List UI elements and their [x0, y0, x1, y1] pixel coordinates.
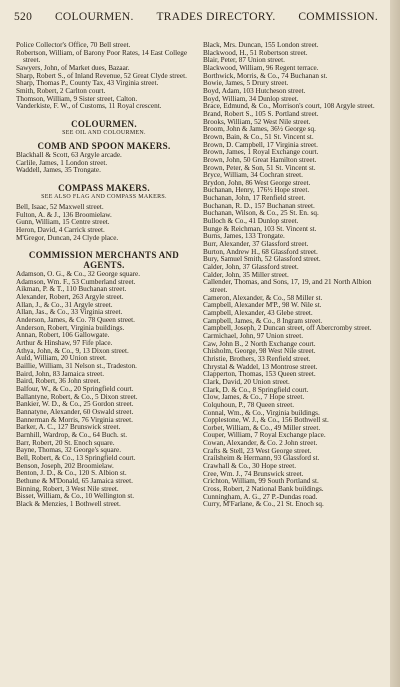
- section-title-comb-spoon: COMB AND SPOON MAKERS.: [37, 140, 171, 151]
- directory-entry: Burton, Andrew H., 68 Glassford street.: [203, 247, 318, 256]
- directory-entry: Fulton, A. & J., 136 Broomielaw.: [16, 210, 112, 219]
- directory-entry: Cree, Wm. J., 74 Brunswick street.: [203, 469, 304, 478]
- header-center-title: TRADES DIRECTORY.: [156, 11, 276, 23]
- directory-entry: Campbell, Joseph, 2 Duncan street, off Abercromby street.: [203, 324, 372, 333]
- directory-entry: Sawyers, John, of Market dues, Bazaar.: [16, 63, 130, 72]
- directory-entry: Robertson, William, of Barony Poor Rates, 14 East College street.: [16, 48, 188, 65]
- right-commission-entries: [203, 42, 379, 509]
- directory-entry: Bankier, W. D., & Co., 25 Gordon street.: [16, 400, 134, 409]
- directory-entry: Smith, Robert, 2 Carlton court.: [16, 86, 106, 95]
- directory-entry: Clark, D. & Co., 8 Springfield court.: [203, 385, 309, 394]
- directory-entry: Brand, Robert S., 105 S. Portland street.: [203, 109, 319, 118]
- directory-entry: Binning, Robert, 3 West Nile street.: [16, 484, 119, 493]
- directory-entry: Buchanan, Henry, 176½ Hope street.: [203, 186, 310, 195]
- directory-entry: Brooks, William, 52 West Nile street.: [203, 117, 311, 126]
- directory-entry: Adamson, Wm. F., 53 Cumberland street.: [16, 277, 136, 286]
- directory-entry: Caw, John B., 2 North Exchange court.: [203, 339, 316, 348]
- directory-entry: Burr, Alexander, 37 Glassford street.: [203, 240, 309, 249]
- section-title-compass: COMPASS MAKERS.: [58, 182, 150, 193]
- directory-entry: Callender, Thomas, and Sons, 17, 19, and 21 North Albion street.: [203, 278, 372, 294]
- directory-entry: Brown, Peter, & Son, 51 St. Vincent st.: [203, 163, 316, 172]
- directory-entry: Allan, Jas., & Co., 33 Virginia street.: [16, 308, 123, 317]
- directory-entry: Athya, John, & Co., 9, 13 Dixon street.: [16, 346, 129, 355]
- directory-entry: Bethune & M'Donald, 65 Jamaica street.: [16, 476, 133, 485]
- adjacent-page-edge: [390, 0, 400, 687]
- directory-entry: Brown, James, 1 Royal Exchange court.: [203, 148, 319, 157]
- directory-entry: Clark, David, 20 Union street.: [203, 377, 290, 386]
- directory-entry: Heron, David, 4 Carrick street.: [16, 225, 105, 234]
- page-header: [14, 6, 378, 28]
- directory-entry: M'Gregor, Duncan, 24 Clyde place.: [16, 233, 119, 242]
- directory-entry: Benson, Joseph, 202 Broomielaw.: [16, 461, 114, 470]
- directory-entry: Bury, Samuel Smith, 52 Glassford street.: [203, 255, 321, 264]
- right-column: [203, 42, 379, 509]
- directory-entry: Curry, M'Farlane, & Co., 21 St. Enoch sq.: [203, 500, 324, 509]
- directory-entry: Bisset, William, & Co., 10 Wellington st.: [16, 492, 135, 501]
- header-right-title: COMMISSION.: [298, 11, 378, 23]
- directory-entry: Christie, Brothers, 33 Renfield street.: [203, 354, 311, 363]
- directory-entry: Bayne, Thomas, 32 George's square.: [16, 446, 122, 455]
- directory-entry: Barr, Robert, 20 St. Enoch square.: [16, 438, 115, 447]
- directory-entry: Brace, Edmund, & Co., Morrison's court, 108 Argyle street.: [203, 102, 375, 111]
- directory-entry: Copplestone, W. J., & Co., 156 Bothwell st.: [203, 416, 329, 425]
- directory-entry: Brown, John, 50 Great Hamilton street.: [203, 155, 317, 164]
- compass-entries: [16, 204, 192, 242]
- directory-entry: Broom, John & James, 36½ George sq.: [203, 125, 316, 134]
- directory-entry: Ballantyne, Robert, & Co., 5 Dixon street.: [16, 392, 138, 401]
- directory-entry: Blackhall & Scott, 63 Argyle arcade.: [16, 150, 122, 159]
- directory-entry: Campbell, James, & Co., 8 Ingram street.: [203, 316, 323, 325]
- directory-entry: Baird, John, 83 Jamaica street.: [16, 369, 105, 378]
- directory-entry: Cross, Robert, 2 National Bank buildings.: [203, 485, 324, 494]
- directory-entry: Cowan, Alexander, & Co. 2 John street.: [203, 439, 318, 448]
- directory-entry: Bannatyne, Alexander, 60 Oswald street.: [16, 407, 134, 416]
- directory-entry: Burns, James, 133 Trongate.: [203, 232, 285, 241]
- directory-entry: Boyd, William, 34 Dunlop street.: [203, 94, 299, 103]
- comb-spoon-entries: [16, 152, 192, 175]
- directory-entry: Corbet, William, & Co., 49 Miller street.: [203, 423, 321, 432]
- directory-entry: Bunge & Reichman, 103 St. Vincent st.: [203, 224, 317, 233]
- directory-entry: Annan, Robert, 106 Gallowgate.: [16, 331, 110, 340]
- directory-entry: Thomson, William, 9 Sister street, Calton.: [16, 94, 138, 103]
- directory-entry: Campbell, Alexander M'P., 98 W. Nile st.: [203, 301, 322, 310]
- directory-entry: Auld, William, 20 Union street.: [16, 354, 107, 363]
- directory-entry: Carmichael, John, 97 Union street.: [203, 331, 304, 340]
- directory-entry: Bannerman & Morris, 76 Virginia street.: [16, 415, 133, 424]
- directory-entry: Clow, James, & Co., 7 Hope street.: [203, 393, 305, 402]
- section-note-compass: SEE ALSO FLAG AND COMPASS MAKERS.: [41, 193, 167, 200]
- directory-entry: Aikman, P. & T., 110 Buchanan street.: [16, 285, 127, 294]
- directory-entry: Calder, John, 35 Miller street.: [203, 270, 289, 279]
- directory-entry: Barnhill, Wardrop, & Co., 64 Buch. st.: [16, 430, 128, 439]
- directory-entry: Vanderkiste, F. W., of Customs, 11 Royal crescent.: [16, 102, 162, 111]
- directory-entry: Colquhoun, P., 78 Queen street.: [203, 400, 295, 409]
- directory-entry: Black & Menzies, 1 Bothwell street.: [16, 499, 121, 508]
- directory-entry: Brown, Bain, & Co., 51 St. Vincent st.: [203, 132, 314, 141]
- directory-entry: Borthwick, Morris, & Co., 74 Buchanan st.: [203, 71, 328, 80]
- directory-entry: Brydon, John, 86 West George street.: [203, 178, 311, 187]
- directory-entry: Crailsheim & Hermann, 93 Glassford st.: [203, 454, 320, 463]
- directory-entry: Barker, A. C., 127 Brunswick street.: [16, 423, 121, 432]
- directory-entry: Bell, Robert, & Co., 13 Springfield court.: [16, 453, 136, 462]
- left-column: [16, 42, 192, 509]
- continued-entries: [16, 42, 192, 111]
- directory-entry: Crawhall & Co., 30 Hope street.: [203, 462, 297, 471]
- commission-entries: [16, 271, 192, 508]
- directory-entry: Buchanan, Wilson, & Co., 25 St. En. sq.: [203, 209, 319, 218]
- directory-entry: Cunningham, A. G., 27 P.-Dundas road.: [203, 492, 318, 501]
- section-title-commission: COMMISSION MERCHANTS AND AGENTS.: [28, 250, 180, 271]
- section-note-colourmen: SEE OIL AND COLOURMEN.: [62, 129, 146, 136]
- directory-entry: Arthur & Hinshaw, 97 Fife place.: [16, 339, 113, 348]
- directory-entry: Carlile, James, 1 London street.: [16, 158, 108, 167]
- directory-entry: Buchanan, John, 17 Renfield street.: [203, 194, 306, 203]
- directory-entry: Allan, J., & Co., 31 Argyle street.: [16, 300, 113, 309]
- directory-entry: Brown, D. Campbell, 17 Virginia street.: [203, 140, 318, 149]
- page-number: 520: [14, 11, 33, 23]
- directory-entry: Connal, Wm., & Co., Virginia buildings.: [203, 408, 320, 417]
- directory-entry: Couper, William, 7 Royal Exchange place.: [203, 431, 326, 440]
- directory-entry: Sharp, Thomas P., County Tax, 43 Virginia street.: [16, 79, 159, 88]
- directory-entry: Boyd, Adam, 103 Hutcheson street.: [203, 86, 306, 95]
- directory-entry: Waddell, James, 35 Trongate.: [16, 166, 101, 175]
- directory-entry: Anderson, James, & Co. 78 Queen street.: [16, 316, 135, 325]
- directory-entry: Buchanan, R. D., 157 Buchanan street.: [203, 201, 315, 210]
- directory-entry: Chisholm, George, 98 West Nile street.: [203, 347, 316, 356]
- directory-entry: Adamson, O. G., & Co., 32 George square.: [16, 270, 141, 279]
- directory-entry: Blackwood, William, 96 Regent terrace.: [203, 63, 319, 72]
- directory-entry: Bulloch & Co., 41 Dunlop street.: [203, 217, 299, 226]
- directory-entry: Gunn, William, 15 Centre street.: [16, 218, 110, 227]
- directory-entry: Blackwood, H., 51 Robertson street.: [203, 48, 308, 57]
- directory-entry: Balfour, W., & Co., 20 Springfield court.: [16, 385, 134, 393]
- directory-entry: Baillie, William, 31 Nelson st., Tradeston.: [16, 362, 137, 371]
- directory-entry: Baird, Robert, 36 John street.: [16, 377, 101, 386]
- directory-entry: Campbell, Alexander, 43 Glebe street.: [203, 308, 313, 317]
- directory-entry: Sharp, Robert S., of Inland Revenue, 52 Great Clyde street.: [16, 71, 187, 80]
- directory-entry: Clapperton, Thomas, 153 Queen street.: [203, 370, 316, 379]
- directory-entry: Anderson, Robert, Virginia buildings.: [16, 323, 125, 332]
- directory-entry: Alexander, Robert, 263 Argyle street.: [16, 293, 124, 302]
- directory-entry: Crafts & Stell, 23 West George street.: [203, 446, 312, 455]
- directory-entry: Blair, Peter, 87 Union street.: [203, 56, 285, 65]
- header-left-title: COLOURMEN.: [54, 11, 134, 23]
- directory-entry: Benton, J. D., & Co., 120 S. Albion st.: [16, 469, 127, 478]
- directory-entry: Bowie, James, 5 Drury street.: [203, 79, 289, 88]
- directory-entry: Black, Mrs. Duncan, 155 London street.: [203, 41, 319, 49]
- directory-entry: Bryce, William, 34 Cochran street.: [203, 171, 303, 180]
- directory-entry: Police Collector's Office, 70 Bell street.: [16, 41, 131, 49]
- directory-entry: Crichton, William, 99 South Portland st.: [203, 477, 319, 486]
- section-title-colourmen: COLOURMEN.: [71, 118, 137, 129]
- directory-entry: Bell, Isaac, 52 Maxwell street.: [16, 202, 104, 211]
- directory-entry: Cameron, Alexander, & Co., 58 Miller st.: [203, 293, 323, 302]
- directory-entry: Chrystal & Waddel, 13 Montrose street.: [203, 362, 318, 371]
- directory-entry: Calder, John, 37 Glassford street.: [203, 263, 299, 272]
